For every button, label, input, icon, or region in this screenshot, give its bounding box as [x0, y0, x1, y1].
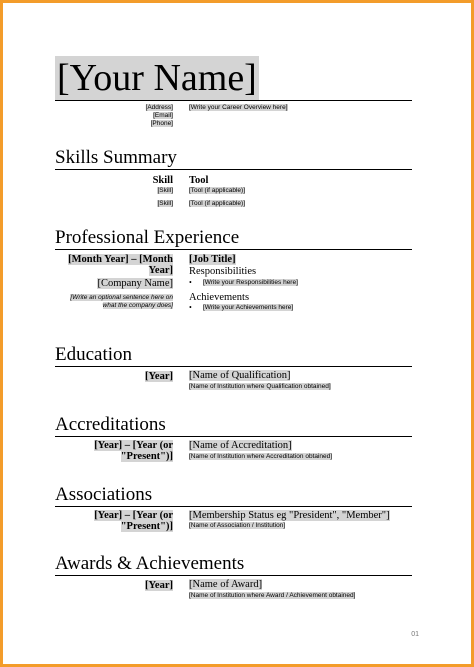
award-institution: [Name of Institution where Award / Achievement obtained] [189, 592, 356, 599]
contact-block [146, 104, 173, 128]
skills-heading: Skills Summary [55, 147, 177, 168]
skill-row-1: [Skill] [157, 187, 173, 194]
education-year: [Year] [145, 371, 173, 382]
skill-column-header: Skill [152, 175, 173, 186]
award-name: [Name of Award] [189, 579, 263, 590]
responsibilities-label: Responsibilities [189, 266, 257, 277]
bullet-icon: • [189, 278, 192, 287]
skill-row-2: [Skill] [157, 200, 173, 207]
awards-heading: Awards & Achievements [55, 553, 245, 574]
career-overview: [Write your Career Overview here] [189, 104, 288, 111]
name-text: [Your Name] [57, 57, 257, 99]
associations-rule [55, 506, 412, 507]
accreditation-institution: [Name of Institution where Accreditation obtained] [189, 453, 333, 460]
tool-row-2: [Tool (if applicable)] [189, 200, 245, 207]
name-title [55, 56, 259, 100]
qualification-institution: [Name of Institution where Qualification obtained] [189, 383, 331, 390]
tool-column-header: Tool [189, 175, 209, 186]
membership-status: [Membership Status eg "President", "Member"] [189, 510, 390, 521]
awards-rule [55, 575, 412, 576]
bullet-icon: • [189, 303, 192, 312]
accreditation-name: [Name of Accreditation] [189, 440, 292, 451]
company-name: [Company Name] [97, 278, 173, 289]
tool-row-1: [Tool (if applicable)] [189, 187, 245, 194]
associations-heading: Associations [55, 484, 153, 505]
achievement-item: [Write your Achievements here] [203, 304, 294, 311]
address-field: [Address] [145, 104, 173, 111]
qualification-name: [Name of Qualification] [189, 370, 291, 381]
award-year: [Year] [145, 580, 173, 591]
association-years: [Year] – [Year (or "Present")] [94, 510, 173, 532]
responsibility-item: [Write your Responsibilities here] [203, 279, 298, 286]
page-number: 01 [411, 631, 419, 638]
accreditations-heading: Accreditations [55, 414, 166, 435]
experience-heading: Professional Experience [55, 227, 240, 248]
accreditations-rule [55, 436, 412, 437]
phone-field: [Phone] [150, 120, 173, 127]
achievements-label: Achievements [189, 292, 250, 303]
header-rule [55, 100, 412, 101]
accreditation-years: [Year] – [Year (or "Present")] [94, 440, 173, 462]
skills-rule [55, 169, 412, 170]
email-field: [Email] [153, 112, 173, 119]
experience-rule [55, 249, 412, 250]
job-title: [Job Title] [189, 254, 236, 265]
company-description: [Write an optional sentence here on what the company does] [70, 294, 173, 309]
experience-dates: [Month Year] – [Month Year] [68, 254, 173, 276]
education-heading: Education [55, 344, 133, 365]
association-name: [Name of Association / Institution] [189, 522, 286, 529]
education-rule [55, 366, 412, 367]
